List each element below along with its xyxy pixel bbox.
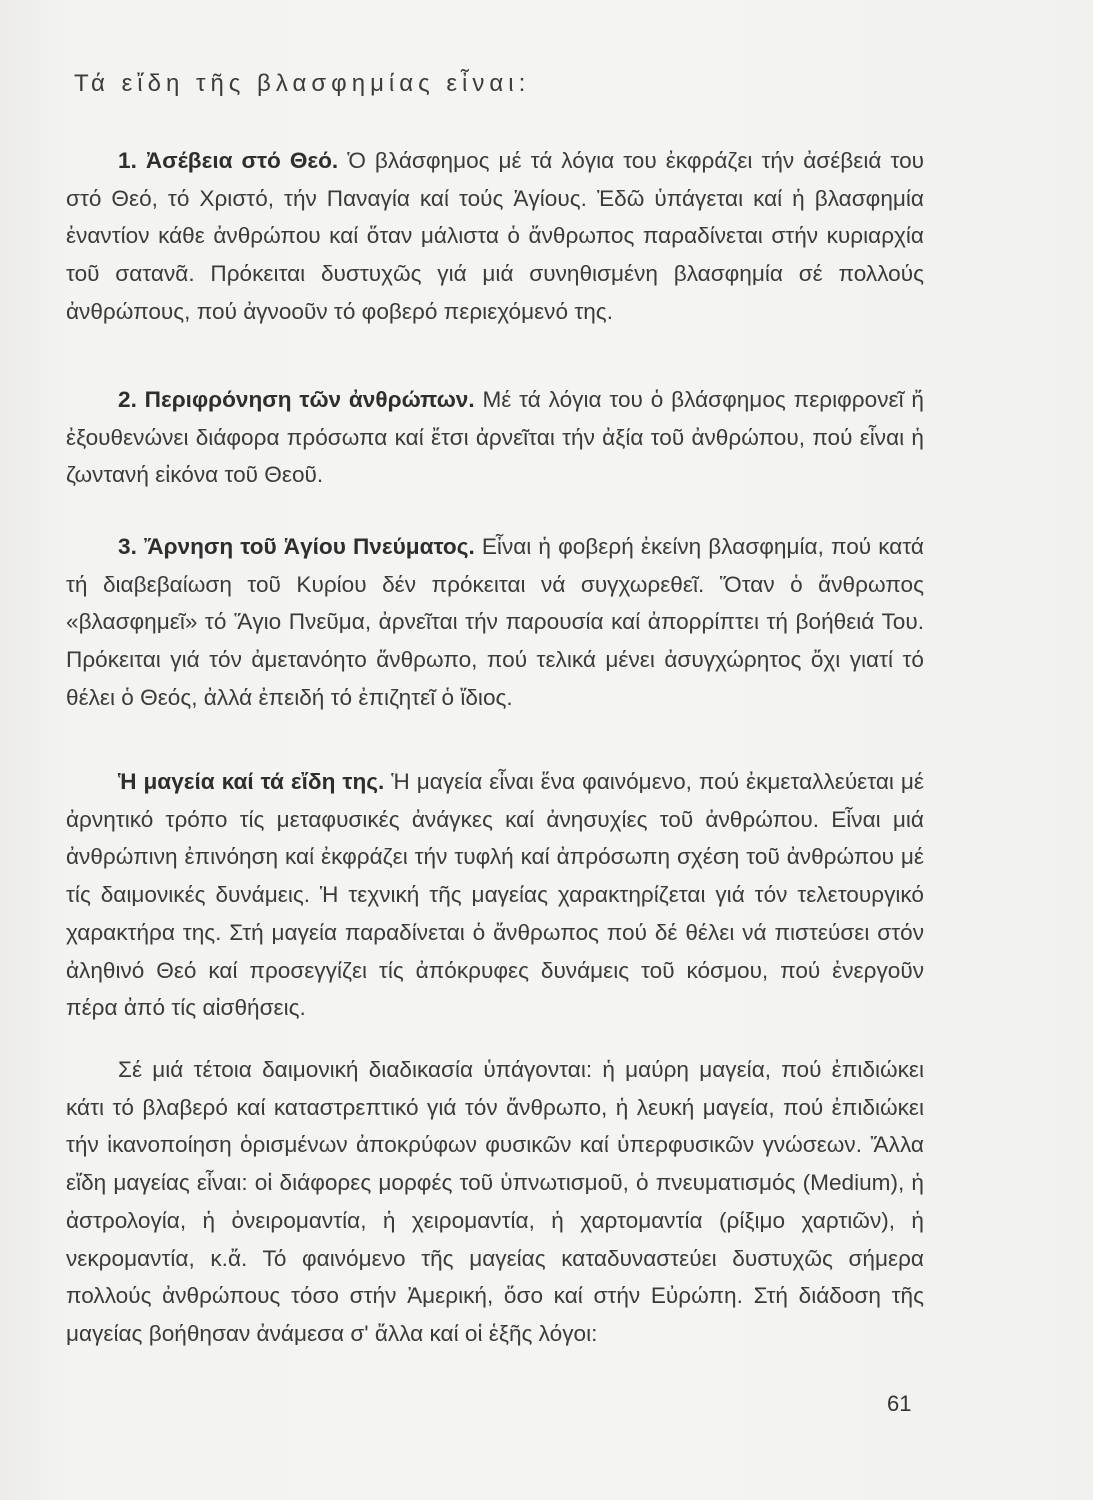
- page-number: 61: [887, 1391, 912, 1416]
- section-heading: Τά εἴδη τῆς βλασφημίας εἶναι:: [74, 70, 531, 97]
- paragraph-text: Εἶναι ἡ φοβερή ἐκείνη βλασφημία, πού κατά τή διαβεβαίωση τοῦ Κυρίου δέν πρόκειται νά συγχωρεθεῖ. Ὅταν ὁ ἄνθρωπος «βλασφημεῖ» τό Ἅγιο Πνεῦμα, ἀρνεῖται τήν παρουσία καί ἀπορρίπτει τή βοήθειά Του. Πρόκειται γιά τόν ἀμετανόητο ἄνθρωπο, πού τελικά μένει ἀσυγχώρητος ὄχι γιατί τό θέλει ὁ Θεός, ἀλλά ἐπειδή τό ἐπιζητεῖ ὁ ἴδιος.: [66, 534, 924, 710]
- paragraph-lead: 2. Περιφρόνηση τῶν ἀνθρώπων.: [118, 387, 475, 412]
- paragraph-text: Μέ τά λόγια του ὁ βλάσφημος περιφρονεῖ ἤ ἐξουθενώνει διάφορα πρόσωπα καί ἔτσι ἀρνεῖται τήν ἀξία τοῦ ἀνθρώπου, πού εἶναι ἡ ζωντανή εἰκόνα τοῦ Θεοῦ.: [66, 387, 924, 488]
- paragraph-lead: 1. Ἀσέβεια στό Θεό.: [118, 148, 339, 173]
- paragraph-contempt: [66, 381, 924, 494]
- paragraph-text: Ἡ μαγεία εἶναι ἕνα φαινόμενο, πού ἐκμεταλλεύεται μέ ἀρνητικό τρόπο τίς μεταφυσικές ἀνάγκες καί ἀνησυχίες τοῦ ἀνθρώπου. Εἶναι μιά ἀνθρώπινη ἐπινόηση καί ἐκφράζει τήν τυφλή καί ἀπρόσωπη σχέση τοῦ ἀνθρώπου μέ τίς δαιμονικές δυνάμεις. Ἡ τεχνική τῆς μαγείας χαρακτηρίζεται γιά τόν τελετουργικό χαρακτήρα της. Στή μαγεία παραδίνεται ὁ ἄνθρωπος πού δέ θέλει νά πιστεύσει στόν ἀληθινό Θεό καί προσεγγίζει τίς ἀπόκρυφες δυνάμεις τοῦ κόσμου, πού ἐνεργοῦν πέρα ἀπό τίς αἰσθήσεις.: [66, 769, 924, 1021]
- paragraph-holy-spirit: [66, 528, 924, 717]
- paragraph-text: Ὁ βλάσφημος μέ τά λόγια του ἐκφράζει τήν ἀσέβειά του στό Θεό, τό Χριστό, τήν Παναγία καί τούς Ἁγίους. Ἐδῶ ὑπάγεται καί ἡ βλασφημία ἐναντίον κάθε ἀνθρώπου καί ὅταν μάλιστα ὁ ἄνθρωπος παραδίνεται στήν κυριαρχία τοῦ σατανᾶ. Πρόκειται δυστυχῶς γιά μιά συνηθισμένη βλασφημία σέ πολλούς ἀνθρώπους, πού ἀγνοοῦν τό φοβερό περιεχόμενό της.: [66, 148, 924, 324]
- paragraph-magic-types: [66, 1051, 924, 1353]
- paragraph-magic: [66, 763, 924, 1027]
- paragraph-impiety: [66, 142, 924, 331]
- paragraph-lead: Ἡ μαγεία καί τά εἴδη της.: [118, 769, 385, 794]
- paragraph-lead: 3. Ἄρνηση τοῦ Ἁγίου Πνεύματος.: [118, 534, 475, 559]
- paragraph-text: Σέ μιά τέτοια δαιμονική διαδικασία ὑπάγονται: ἡ μαύρη μαγεία, πού ἐπιδιώκει κάτι τό βλαβερό καί καταστρεπτικό γιά τόν ἄνθρωπο, ἡ λευκή μαγεία, πού ἐπιδιώκει τήν ἱκανοποίηση ὁρισμένων ἀποκρύφων φυσικῶν καί ὑπερφυσικῶν γνώσεων. Ἄλλα εἴδη μαγείας εἶναι: οἱ διάφορες μορφές τοῦ ὑπνωτισμοῦ, ὁ πνευματισμός (Medium), ἡ ἀστρολογία, ἡ ὀνειρομαντία, ἡ χειρομαντία, ἡ χαρτομαντία (ρίξιμο χαρτιῶν), ἡ νεκρομαντία, κ.ἄ. Τό φαινόμενο τῆς μαγείας καταδυναστεύει δυστυχῶς σήμερα πολλούς ἀνθρώπους τόσο στήν Ἀμερική, ὅσο καί στήν Εὐρώπη. Στή διάδοση τῆς μαγείας βοήθησαν ἀνάμεσα σ' ἄλλα καί οἱ ἑξῆς λόγοι:: [66, 1057, 924, 1346]
